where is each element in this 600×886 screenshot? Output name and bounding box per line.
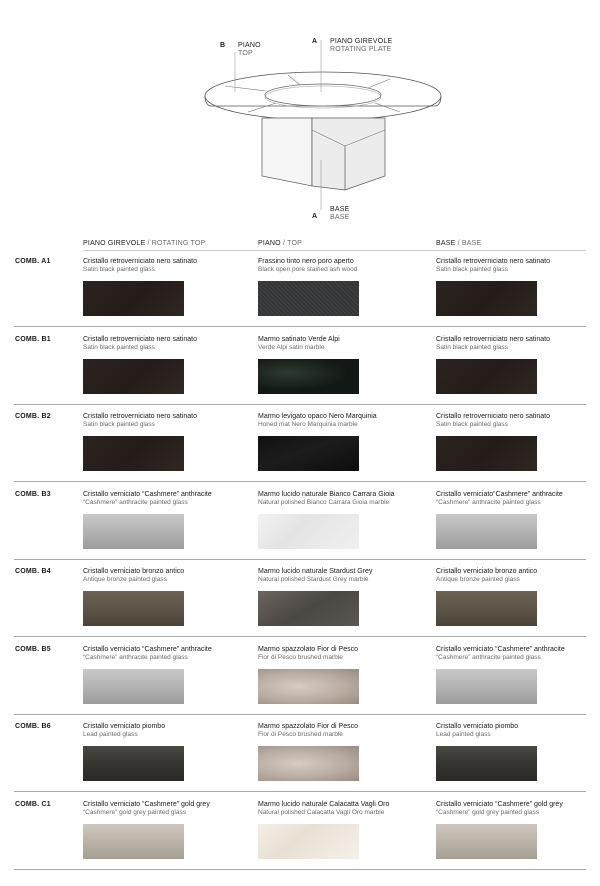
base-panel xyxy=(312,118,385,190)
finish-cell xyxy=(436,723,600,739)
finish-name-it: Marmo satinato Verde Alpi xyxy=(258,335,340,343)
material-swatch xyxy=(258,514,359,549)
header-base xyxy=(436,240,481,247)
label-letter: A xyxy=(312,213,318,220)
finish-name-it: Marmo lucido naturale Bianco Carrara Gioia xyxy=(258,490,395,498)
label-en: ROTATING PLATE xyxy=(330,46,392,53)
finish-name-it: Frassino tinto nero poro aperto xyxy=(258,258,354,265)
finish-name-en: Fior di Pesco brushed marble xyxy=(258,653,343,661)
material-swatch xyxy=(436,359,537,394)
material-swatch xyxy=(83,514,184,549)
material-swatch xyxy=(83,281,184,316)
finish-cell xyxy=(258,646,428,662)
finish-name-en: Satin black painted glass xyxy=(436,343,508,351)
finish-cell xyxy=(436,491,600,507)
row-divider xyxy=(14,326,586,327)
label-letter: B xyxy=(220,42,226,49)
material-swatch xyxy=(258,281,359,316)
finish-name-en: Black open pore stained ash wood xyxy=(258,266,358,273)
material-swatch xyxy=(436,669,537,704)
finish-name-it: Cristallo verniciato piombo xyxy=(83,723,166,730)
finish-cell xyxy=(258,491,428,507)
finish-cell xyxy=(258,568,428,584)
header-divider xyxy=(83,250,586,251)
finish-name-it: Cristallo verniciato “Cashmere” anthracite xyxy=(83,490,212,498)
finish-name-en: Satin black painted glass xyxy=(83,343,155,351)
combination-code: COMB. A1 xyxy=(15,258,51,265)
row-divider xyxy=(14,404,586,405)
material-swatch xyxy=(83,746,184,781)
finish-name-it: Marmo lucido naturale Stardust Grey xyxy=(258,568,373,575)
base-panel xyxy=(262,118,312,186)
header-en: / ROTATING TOP xyxy=(145,240,206,247)
table-row xyxy=(0,642,600,719)
finish-cell xyxy=(258,258,428,274)
table-row xyxy=(0,797,600,874)
finish-cell xyxy=(436,336,600,352)
finish-name-it: Cristallo retroverniciato nero satinato xyxy=(83,335,197,343)
finish-cell xyxy=(436,646,600,662)
row-divider xyxy=(14,636,586,637)
label-letter: A xyxy=(312,38,318,45)
finish-name-it: Cristallo verniciato “Cashmere” anthracite xyxy=(436,645,565,653)
finish-cell xyxy=(258,801,428,817)
finish-cell xyxy=(258,723,428,739)
row-divider xyxy=(14,869,586,870)
row-divider xyxy=(14,559,586,560)
header-top xyxy=(258,240,302,247)
finish-name-en: Satin black painted glass xyxy=(83,421,155,428)
finish-name-en: Satin black painted glass xyxy=(83,266,155,273)
finish-name-it: Marmo spazzolato Fior di Pesco xyxy=(258,723,358,730)
label-it: BASE xyxy=(330,206,350,213)
material-swatch xyxy=(436,591,537,626)
finish-name-en: Fior di Pesco brushed marble xyxy=(258,731,343,738)
finish-name-en: Verde Alpi satin marble xyxy=(258,343,325,351)
rotating-plate xyxy=(265,84,381,106)
finish-name-en: “Cashmere” gold grey painted glass xyxy=(436,808,539,816)
material-swatch xyxy=(83,824,184,859)
header-it: BASE xyxy=(436,240,456,247)
combination-code: COMB. B5 xyxy=(15,645,51,653)
table-row xyxy=(0,409,600,486)
finish-cell xyxy=(258,336,428,352)
finish-name-it: Cristallo verniciato “Cashmere” gold grey xyxy=(83,800,210,808)
finish-cell xyxy=(83,723,253,739)
material-swatch xyxy=(436,281,537,316)
finish-name-en: “Cashmere” anthracite painted glass xyxy=(436,498,541,506)
finish-name-it: Marmo lucido naturale Calacatta Vagli Oro xyxy=(258,800,390,808)
combination-code: COMB. C1 xyxy=(15,800,51,808)
finish-name-en: Antique bronze painted glass xyxy=(436,576,520,583)
row-divider xyxy=(14,714,586,715)
material-swatch xyxy=(258,669,359,704)
table-row xyxy=(0,564,600,641)
table-row xyxy=(0,719,600,796)
combination-code: COMB. B4 xyxy=(15,568,51,575)
finish-cell xyxy=(83,336,253,352)
finish-cell xyxy=(258,413,428,429)
table-row xyxy=(0,254,600,331)
header-it: PIANO xyxy=(258,240,281,247)
header-en: / TOP xyxy=(280,240,302,247)
finish-name-it: Cristallo retroverniciato nero satinato xyxy=(83,413,197,420)
material-swatch xyxy=(258,359,359,394)
finish-name-it: Cristallo retroverniciato nero satinato xyxy=(83,258,197,265)
finish-name-en: Antique bronze painted glass xyxy=(83,576,167,583)
finish-name-en: Satin black painted glass xyxy=(436,421,508,428)
finish-cell xyxy=(436,413,600,429)
material-swatch xyxy=(436,824,537,859)
finish-cell xyxy=(83,568,253,584)
finish-name-it: Marmo spazzolato Fior di Pesco xyxy=(258,645,358,653)
finish-cell xyxy=(436,801,600,817)
label-en: BASE xyxy=(330,214,350,221)
header-en: / BASE xyxy=(455,240,482,247)
label-it: PIANO xyxy=(238,42,261,49)
finish-name-it: Cristallo verniciato bronzo antico xyxy=(436,568,538,575)
finish-name-it: Cristallo verniciato “Cashmere” gold grey xyxy=(436,800,563,808)
finish-name-en: Lead painted glass xyxy=(436,731,491,738)
finish-name-it: Cristallo verniciato “Cashmere” anthracite xyxy=(83,645,212,653)
material-swatch xyxy=(258,591,359,626)
table-row xyxy=(0,332,600,409)
material-swatch xyxy=(436,746,537,781)
finish-name-en: Natural polished Calacatta Vagli Oro marble xyxy=(258,808,385,816)
material-swatch xyxy=(83,591,184,626)
label-it: PIANO GIREVOLE xyxy=(330,38,393,45)
finish-name-it: Cristallo verniciato“Cashmere” anthracite xyxy=(436,490,563,498)
header-rotating-top xyxy=(83,240,205,247)
finish-cell xyxy=(83,491,253,507)
table-row xyxy=(0,487,600,564)
combination-code: COMB. B2 xyxy=(15,413,51,420)
finish-name-en: “Cashmere” anthracite painted glass xyxy=(83,498,188,506)
row-divider xyxy=(14,481,586,482)
combination-code: COMB. B6 xyxy=(15,723,51,730)
combination-code: COMB. B1 xyxy=(15,335,51,343)
label-en: TOP xyxy=(238,50,253,57)
finish-name-en: Satin black painted glass xyxy=(436,266,508,273)
material-swatch xyxy=(436,514,537,549)
header-it: PIANO GIREVOLE xyxy=(83,240,146,247)
finish-name-en: Honed mat Nero Marquinia marble xyxy=(258,421,358,428)
finish-name-en: Natural polished Bianco Carrara Gioia marble xyxy=(258,498,390,506)
combination-code: COMB. B3 xyxy=(15,490,51,498)
table-illustration xyxy=(0,0,600,232)
finish-name-en: “Cashmere” gold grey painted glass xyxy=(83,808,186,816)
material-swatch xyxy=(258,824,359,859)
material-swatch xyxy=(83,669,184,704)
finish-name-it: Cristallo retroverniciato nero satinato xyxy=(436,413,550,420)
finish-name-it: Cristallo verniciato piombo xyxy=(436,723,519,730)
finish-cell xyxy=(83,646,253,662)
table-diagram xyxy=(0,0,600,232)
row-divider xyxy=(14,791,586,792)
finish-cell xyxy=(83,801,253,817)
material-swatch xyxy=(83,359,184,394)
finish-cell xyxy=(83,258,253,274)
material-swatch xyxy=(258,436,359,471)
finish-name-it: Cristallo retroverniciato nero satinato xyxy=(436,335,550,343)
material-swatch xyxy=(258,746,359,781)
material-swatch xyxy=(436,436,537,471)
finish-cell xyxy=(436,568,600,584)
finish-cell xyxy=(436,258,600,274)
finish-name-it: Cristallo retroverniciato nero satinato xyxy=(436,258,550,265)
finish-name-en: “Cashmere” anthracite painted glass xyxy=(436,653,541,661)
finish-cell xyxy=(83,413,253,429)
finish-name-en: Lead painted glass xyxy=(83,731,138,738)
material-swatch xyxy=(83,436,184,471)
finish-name-en: “Cashmere” anthracite painted glass xyxy=(83,653,188,661)
finish-name-it: Marmo levigato opaco Nero Marquinia xyxy=(258,413,377,420)
finish-name-en: Natural polished Stardust Grey marble xyxy=(258,576,369,583)
finish-name-it: Cristallo verniciato bronzo antico xyxy=(83,568,185,575)
